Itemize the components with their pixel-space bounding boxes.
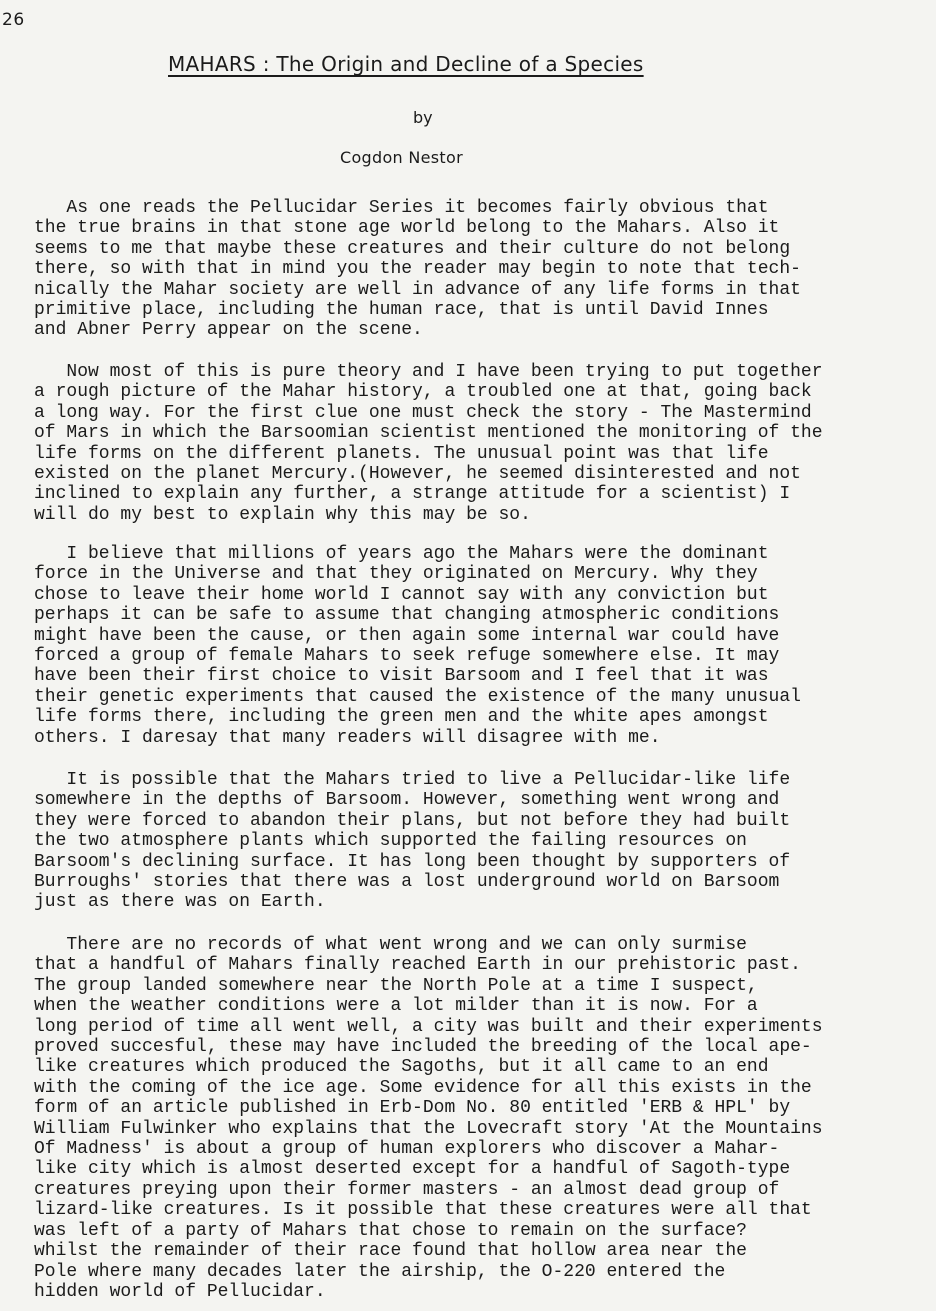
text-line: chose to leave their home world I cannot say with any conviction but	[34, 584, 769, 605]
text-line: Burroughs' stories that there was a lost underground world on Barsoom	[34, 872, 780, 893]
text-line: I believe that millions of years ago the Mahars were the dominant	[34, 544, 769, 564]
text-line: lizard-like creatures. Is it possible that these creatures were all that	[34, 1200, 812, 1221]
text-line: of Mars in which the Barsoomian scientist mentioned the monitoring of the	[34, 423, 823, 444]
text-line: inclined to explain any further, a strange attitude for a scientist) I	[34, 484, 791, 505]
article-title: MAHARS : The Origin and Decline of a Species	[168, 52, 644, 76]
paragraph-2	[34, 362, 823, 525]
text-line: As one reads the Pellucidar Series it becomes fairly obvious that	[34, 198, 769, 218]
text-line: somewhere in the depths of Barsoom. However, something went wrong and	[34, 790, 780, 811]
text-line: life forms there, including the green men and the white apes amongst	[34, 707, 769, 728]
text-line: have been their first choice to visit Barsoom and I feel that it was	[34, 666, 769, 687]
text-line: when the weather conditions were a lot milder than it is now. For a	[34, 996, 758, 1017]
text-line: hidden world of Pellucidar.	[34, 1281, 326, 1302]
text-line: The group landed somewhere near the North Pole at a time I suspect,	[34, 975, 758, 996]
text-line: force in the Universe and that they originated on Mercury. Why they	[34, 564, 758, 585]
text-line: and Abner Perry appear on the scene.	[34, 320, 423, 341]
text-line: they were forced to abandon their plans, but not before they had built	[34, 810, 791, 831]
text-line: forced a group of female Mahars to seek refuge somewhere else. It may	[34, 646, 780, 667]
text-line: Pole where many decades later the airship, the O-220 entered the	[34, 1261, 726, 1282]
text-line: whilst the remainder of their race found that hollow area near the	[34, 1241, 747, 1262]
text-line: long period of time all went well, a city was built and their experiments	[34, 1016, 823, 1037]
text-line: proved succesful, these may have included the breeding of the local ape-	[34, 1037, 812, 1058]
paragraph-4	[34, 770, 790, 913]
text-line: will do my best to explain why this may be so.	[34, 504, 531, 525]
text-line: primitive place, including the human race, that is until David Innes	[34, 300, 769, 321]
page-number: 26	[2, 10, 25, 30]
paragraph-5	[34, 935, 823, 1302]
text-line: Of Madness' is about a group of human explorers who discover a Mahar-	[34, 1139, 780, 1160]
text-line: life forms on the different planets. The unusual point was that life	[34, 443, 769, 464]
text-line: their genetic experiments that caused the existence of the many unusual	[34, 686, 801, 707]
text-line: seems to me that maybe these creatures and their culture do not belong	[34, 238, 791, 259]
text-line: like creatures which produced the Sagoths, but it all came to an end	[34, 1057, 769, 1078]
text-line: others. I daresay that many readers will disagree with me.	[34, 727, 661, 748]
text-line: that a handful of Mahars finally reached Earth in our prehistoric past.	[34, 955, 801, 976]
text-line: there, so with that in mind you the reader may begin to note that tech-	[34, 259, 801, 280]
author-name: Cogdon Nestor	[340, 148, 463, 167]
paragraph-1	[34, 198, 801, 341]
text-line: a rough picture of the Mahar history, a troubled one at that, going back	[34, 382, 812, 403]
text-line: with the coming of the ice age. Some evidence for all this exists in the	[34, 1077, 812, 1098]
text-line: William Fulwinker who explains that the Lovecraft story 'At the Mountains	[34, 1118, 823, 1139]
text-line: like city which is almost deserted except for a handful of Sagoth-type	[34, 1159, 791, 1180]
text-line: was left of a party of Mahars that chose to remain on the surface?	[34, 1220, 747, 1241]
text-line: just as there was on Earth.	[34, 892, 326, 913]
text-line: might have been the cause, or then again some internal war could have	[34, 625, 780, 646]
text-line: the true brains in that stone age world belong to the Mahars. Also it	[34, 218, 780, 239]
text-line: existed on the planet Mercury.(However, he seemed disinterested and not	[34, 464, 801, 485]
text-line: nically the Mahar society are well in advance of any life forms in that	[34, 279, 801, 300]
text-line: perhaps it can be safe to assume that changing atmospheric conditions	[34, 605, 780, 626]
text-line: the two atmosphere plants which supported the failing resources on	[34, 831, 747, 852]
text-line: creatures preying upon their former masters - an almost dead group of	[34, 1179, 780, 1200]
text-line: There are no records of what went wrong and we can only surmise	[34, 935, 747, 955]
text-line: a long way. For the first clue one must check the story - The Mastermind	[34, 402, 812, 423]
text-line: Now most of this is pure theory and I have been trying to put together	[34, 362, 823, 382]
text-line: Barsoom's declining surface. It has long been thought by supporters of	[34, 851, 791, 872]
byline: by	[413, 108, 433, 127]
paragraph-3	[34, 544, 801, 748]
text-line: It is possible that the Mahars tried to live a Pellucidar-like life	[34, 770, 791, 790]
text-line: form of an article published in Erb-Dom No. 80 entitled 'ERB & HPL' by	[34, 1098, 791, 1119]
